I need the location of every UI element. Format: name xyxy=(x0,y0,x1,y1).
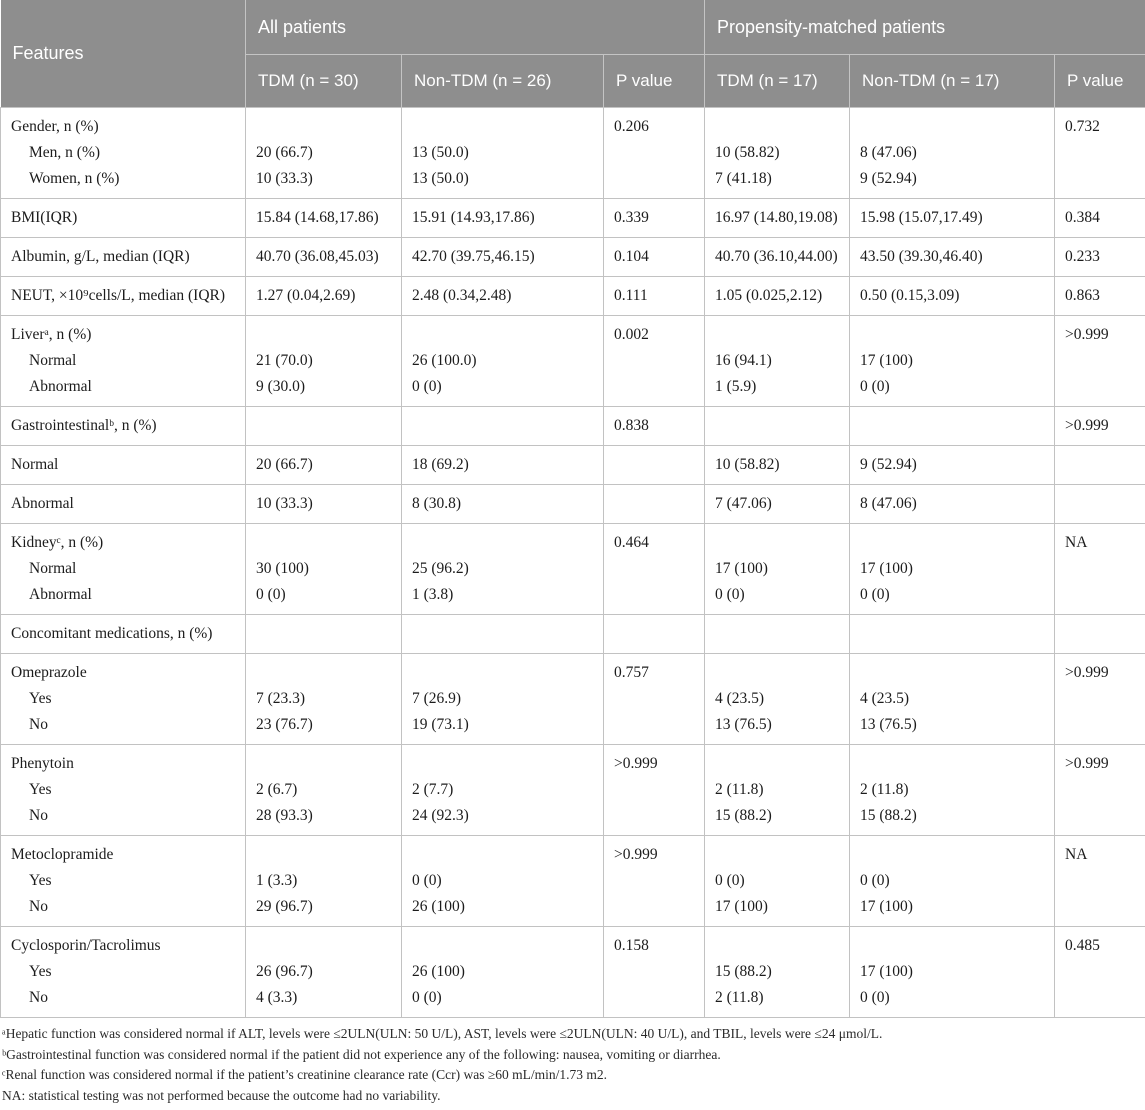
value-cell xyxy=(705,745,850,836)
cell-line: 26 (96.7) xyxy=(256,959,391,985)
cell-line: 7 (26.9) xyxy=(412,686,593,712)
header-group-all-patients: All patients xyxy=(246,0,705,55)
cell-line: No xyxy=(11,894,235,920)
cell-line: >0.999 xyxy=(614,751,694,777)
value-cell xyxy=(850,745,1055,836)
cell-line: 20 (66.7) xyxy=(256,140,391,166)
footnote-line: ᵇGastrointestinal function was considered normal if the patient did not experience any of the following: nausea, vomiting or diarrhea. xyxy=(2,1045,1143,1066)
cell-line: 20 (66.7) xyxy=(256,452,391,478)
value-cell xyxy=(246,277,402,316)
cell-line: 2 (11.8) xyxy=(715,777,839,803)
cell-line xyxy=(256,114,391,140)
cell-line xyxy=(256,660,391,686)
cell-line: 2 (7.7) xyxy=(412,777,593,803)
feature-cell xyxy=(1,927,246,1018)
value-cell xyxy=(246,108,402,199)
cell-line: Abnormal xyxy=(11,582,235,608)
value-cell xyxy=(850,446,1055,485)
cell-line: 42.70 (39.75,46.15) xyxy=(412,244,593,270)
cell-line: 15 (88.2) xyxy=(860,803,1044,829)
cell-line: Normal xyxy=(11,452,235,478)
cell-line: 24 (92.3) xyxy=(412,803,593,829)
cell-line xyxy=(715,933,839,959)
value-cell xyxy=(604,407,705,446)
value-cell xyxy=(1055,654,1145,745)
value-cell xyxy=(1055,108,1145,199)
table-row xyxy=(1,446,1145,485)
cell-line xyxy=(860,530,1044,556)
cell-line: Abnormal xyxy=(11,374,235,400)
cell-line: 1 (5.9) xyxy=(715,374,839,400)
cell-line: 0.384 xyxy=(1065,205,1135,231)
value-cell xyxy=(604,654,705,745)
cell-line: >0.999 xyxy=(1065,322,1135,348)
cell-line: 1.05 (0.025,2.12) xyxy=(715,283,839,309)
header-features: Features xyxy=(1,0,246,108)
table-row xyxy=(1,927,1145,1018)
cell-line: 0.233 xyxy=(1065,244,1135,270)
cell-line: 10 (33.3) xyxy=(256,491,391,517)
cell-line: 0.206 xyxy=(614,114,694,140)
table-row xyxy=(1,199,1145,238)
value-cell xyxy=(402,108,604,199)
cell-line: 0 (0) xyxy=(715,868,839,894)
cell-line: Abnormal xyxy=(11,491,235,517)
value-cell xyxy=(604,316,705,407)
value-cell xyxy=(705,316,850,407)
feature-cell xyxy=(1,524,246,615)
cell-line xyxy=(715,322,839,348)
cell-line xyxy=(256,933,391,959)
cell-line: Women, n (%) xyxy=(11,166,235,192)
value-cell xyxy=(705,277,850,316)
value-cell xyxy=(402,485,604,524)
cell-line: Yes xyxy=(11,868,235,894)
value-cell xyxy=(402,615,604,654)
cell-line xyxy=(715,842,839,868)
feature-cell xyxy=(1,199,246,238)
cell-line: 7 (41.18) xyxy=(715,166,839,192)
cell-line: 0.863 xyxy=(1065,283,1135,309)
header-col-tdm-all: TDM (n = 30) xyxy=(246,55,402,108)
cell-line: Normal xyxy=(11,348,235,374)
cell-line: 26 (100) xyxy=(412,959,593,985)
value-cell xyxy=(1055,407,1145,446)
cell-line: Concomitant medications, n (%) xyxy=(11,621,235,647)
cell-line: 7 (47.06) xyxy=(715,491,839,517)
cell-line xyxy=(860,322,1044,348)
cell-line xyxy=(412,933,593,959)
value-cell xyxy=(246,927,402,1018)
table-header xyxy=(1,0,1145,108)
cell-line: >0.999 xyxy=(614,842,694,868)
value-cell xyxy=(850,277,1055,316)
cell-line: 17 (100) xyxy=(860,894,1044,920)
cell-line xyxy=(412,530,593,556)
value-cell xyxy=(604,615,705,654)
cell-line: >0.999 xyxy=(1065,751,1135,777)
value-cell xyxy=(850,927,1055,1018)
cell-line: 2 (11.8) xyxy=(715,985,839,1011)
cell-line: 4 (23.5) xyxy=(860,686,1044,712)
cell-line: 0.485 xyxy=(1065,933,1135,959)
cell-line xyxy=(860,933,1044,959)
cell-line: 17 (100) xyxy=(860,348,1044,374)
cell-line: 16.97 (14.80,19.08) xyxy=(715,205,839,231)
value-cell xyxy=(402,654,604,745)
value-cell xyxy=(1055,485,1145,524)
cell-line: 10 (58.82) xyxy=(715,140,839,166)
value-cell xyxy=(402,316,604,407)
cell-line: 0 (0) xyxy=(256,582,391,608)
cell-line: 0 (0) xyxy=(715,582,839,608)
feature-cell xyxy=(1,485,246,524)
value-cell xyxy=(246,407,402,446)
value-cell xyxy=(246,316,402,407)
cell-line: BMI(IQR) xyxy=(11,205,235,231)
cell-line xyxy=(256,751,391,777)
feature-cell xyxy=(1,238,246,277)
feature-cell xyxy=(1,277,246,316)
value-cell xyxy=(850,654,1055,745)
cell-line: 9 (52.94) xyxy=(860,452,1044,478)
cell-line: NEUT, ×10⁹cells/L, median (IQR) xyxy=(11,283,235,309)
value-cell xyxy=(402,745,604,836)
cell-line: 2 (11.8) xyxy=(860,777,1044,803)
value-cell xyxy=(246,446,402,485)
feature-cell xyxy=(1,108,246,199)
value-cell xyxy=(604,524,705,615)
cell-line: 10 (58.82) xyxy=(715,452,839,478)
table-row xyxy=(1,316,1145,407)
footnote-line: ᶜRenal function was considered normal if the patient’s creatinine clearance rate (Ccr) was ≥60 mL/min/1.73 m2. xyxy=(2,1065,1143,1086)
cell-line: NA xyxy=(1065,530,1135,556)
table-row xyxy=(1,485,1145,524)
cell-line: 30 (100) xyxy=(256,556,391,582)
cell-line xyxy=(256,842,391,868)
value-cell xyxy=(850,199,1055,238)
cell-line: 17 (100) xyxy=(860,556,1044,582)
cell-line: 0 (0) xyxy=(860,985,1044,1011)
header-group-propensity-matched: Propensity-matched patients xyxy=(705,0,1145,55)
cell-line: No xyxy=(11,985,235,1011)
cell-line: 8 (47.06) xyxy=(860,140,1044,166)
cell-line: Men, n (%) xyxy=(11,140,235,166)
header-col-tdm-matched: TDM (n = 17) xyxy=(705,55,850,108)
value-cell xyxy=(402,524,604,615)
cell-line xyxy=(860,114,1044,140)
cell-line: 0 (0) xyxy=(860,868,1044,894)
value-cell xyxy=(1055,238,1145,277)
cell-line: Metoclopramide xyxy=(11,842,235,868)
cell-line: 0.838 xyxy=(614,413,694,439)
cell-line: No xyxy=(11,712,235,738)
value-cell xyxy=(1055,199,1145,238)
cell-line: 25 (96.2) xyxy=(412,556,593,582)
value-cell xyxy=(1055,615,1145,654)
cell-line: 0.339 xyxy=(614,205,694,231)
cell-line: 10 (33.3) xyxy=(256,166,391,192)
cell-line: 0 (0) xyxy=(412,985,593,1011)
value-cell xyxy=(604,199,705,238)
cell-line: >0.999 xyxy=(1065,660,1135,686)
cell-line: 9 (30.0) xyxy=(256,374,391,400)
cell-line xyxy=(860,842,1044,868)
cell-line: 19 (73.1) xyxy=(412,712,593,738)
cell-line: 0 (0) xyxy=(860,374,1044,400)
value-cell xyxy=(1055,277,1145,316)
feature-cell xyxy=(1,446,246,485)
cell-line xyxy=(715,530,839,556)
cell-line: 28 (93.3) xyxy=(256,803,391,829)
cell-line: NA xyxy=(1065,842,1135,868)
cell-line: 7 (23.3) xyxy=(256,686,391,712)
cell-line: 2.48 (0.34,2.48) xyxy=(412,283,593,309)
value-cell xyxy=(705,238,850,277)
cell-line: 0.158 xyxy=(614,933,694,959)
value-cell xyxy=(402,446,604,485)
cell-line: 17 (100) xyxy=(860,959,1044,985)
value-cell xyxy=(246,524,402,615)
cell-line: 21 (70.0) xyxy=(256,348,391,374)
cell-line: 23 (76.7) xyxy=(256,712,391,738)
cell-line xyxy=(256,322,391,348)
value-cell xyxy=(850,316,1055,407)
cell-line: 15.84 (14.68,17.86) xyxy=(256,205,391,231)
feature-cell xyxy=(1,615,246,654)
cell-line: Gastrointestinalᵇ, n (%) xyxy=(11,413,235,439)
cell-line: 15 (88.2) xyxy=(715,959,839,985)
value-cell xyxy=(705,524,850,615)
cell-line: >0.999 xyxy=(1065,413,1135,439)
cell-line xyxy=(860,751,1044,777)
table-row xyxy=(1,654,1145,745)
cell-line: 4 (3.3) xyxy=(256,985,391,1011)
cell-line: 0 (0) xyxy=(860,582,1044,608)
table-row xyxy=(1,277,1145,316)
value-cell xyxy=(604,485,705,524)
value-cell xyxy=(705,615,850,654)
table-row xyxy=(1,615,1145,654)
cell-line xyxy=(412,660,593,686)
value-cell xyxy=(705,108,850,199)
value-cell xyxy=(850,238,1055,277)
value-cell xyxy=(246,654,402,745)
value-cell xyxy=(604,277,705,316)
value-cell xyxy=(604,108,705,199)
cell-line: 8 (47.06) xyxy=(860,491,1044,517)
value-cell xyxy=(246,615,402,654)
value-cell xyxy=(705,654,850,745)
value-cell xyxy=(604,238,705,277)
cell-line: Omeprazole xyxy=(11,660,235,686)
cell-line: 15.98 (15.07,17.49) xyxy=(860,205,1044,231)
cell-line: Kidneyᶜ, n (%) xyxy=(11,530,235,556)
value-cell xyxy=(246,199,402,238)
cell-line: No xyxy=(11,803,235,829)
feature-cell xyxy=(1,745,246,836)
header-col-pvalue-matched: P value xyxy=(1055,55,1145,108)
value-cell xyxy=(850,108,1055,199)
cell-line: Gender, n (%) xyxy=(11,114,235,140)
feature-cell xyxy=(1,654,246,745)
feature-cell xyxy=(1,836,246,927)
table-body xyxy=(1,108,1145,1018)
value-cell xyxy=(705,407,850,446)
cell-line: 43.50 (39.30,46.40) xyxy=(860,244,1044,270)
table-row xyxy=(1,108,1145,199)
cell-line: 18 (69.2) xyxy=(412,452,593,478)
cell-line xyxy=(715,660,839,686)
cell-line: Albumin, g/L, median (IQR) xyxy=(11,244,235,270)
value-cell xyxy=(705,836,850,927)
cell-line: 15.91 (14.93,17.86) xyxy=(412,205,593,231)
cell-line: 40.70 (36.10,44.00) xyxy=(715,244,839,270)
value-cell xyxy=(402,199,604,238)
cell-line: 1 (3.8) xyxy=(412,582,593,608)
cell-line xyxy=(412,114,593,140)
header-col-pvalue-all: P value xyxy=(604,55,705,108)
cell-line: 13 (50.0) xyxy=(412,140,593,166)
table-row xyxy=(1,407,1145,446)
footnote-line: ᵃHepatic function was considered normal if ALT, levels were ≤2ULN(ULN: 50 U/L), AST, levels were ≤2ULN(ULN: 40 U/L), and TBIL, levels were ≤24 μmol/L. xyxy=(2,1024,1143,1045)
value-cell xyxy=(402,238,604,277)
cell-line: 26 (100) xyxy=(412,894,593,920)
cell-line: 0 (0) xyxy=(412,868,593,894)
value-cell xyxy=(604,836,705,927)
value-cell xyxy=(246,485,402,524)
cell-line xyxy=(412,842,593,868)
cell-line: Liverᵃ, n (%) xyxy=(11,322,235,348)
cell-line: 17 (100) xyxy=(715,894,839,920)
value-cell xyxy=(246,745,402,836)
value-cell xyxy=(1055,524,1145,615)
cell-line: 4 (23.5) xyxy=(715,686,839,712)
cell-line xyxy=(860,660,1044,686)
value-cell xyxy=(1055,927,1145,1018)
cell-line xyxy=(412,322,593,348)
table-row xyxy=(1,524,1145,615)
table-row xyxy=(1,238,1145,277)
cell-line: 0.50 (0.15,3.09) xyxy=(860,283,1044,309)
value-cell xyxy=(1055,446,1145,485)
cell-line: 9 (52.94) xyxy=(860,166,1044,192)
value-cell xyxy=(604,446,705,485)
cell-line: 0.002 xyxy=(614,322,694,348)
table-row xyxy=(1,745,1145,836)
footnotes xyxy=(0,1018,1145,1110)
cell-line: 40.70 (36.08,45.03) xyxy=(256,244,391,270)
cell-line: 1 (3.3) xyxy=(256,868,391,894)
cell-line: 0.104 xyxy=(614,244,694,270)
value-cell xyxy=(402,277,604,316)
cell-line: 26 (100.0) xyxy=(412,348,593,374)
cell-line: 17 (100) xyxy=(715,556,839,582)
value-cell xyxy=(246,836,402,927)
cell-line: 13 (76.5) xyxy=(715,712,839,738)
cell-line: 0.111 xyxy=(614,283,694,309)
value-cell xyxy=(705,485,850,524)
cell-line: 1.27 (0.04,2.69) xyxy=(256,283,391,309)
footnote-line: NA: statistical testing was not performed because the outcome had no variability. xyxy=(2,1086,1143,1107)
value-cell xyxy=(850,836,1055,927)
cell-line: 0.464 xyxy=(614,530,694,556)
value-cell xyxy=(402,407,604,446)
value-cell xyxy=(850,407,1055,446)
cell-line xyxy=(412,751,593,777)
header-group-row xyxy=(1,0,1145,55)
cell-line: Normal xyxy=(11,556,235,582)
value-cell xyxy=(402,927,604,1018)
cell-line: 29 (96.7) xyxy=(256,894,391,920)
cell-line: 13 (50.0) xyxy=(412,166,593,192)
cell-line: 16 (94.1) xyxy=(715,348,839,374)
cell-line: Yes xyxy=(11,959,235,985)
header-col-nontdm-all: Non-TDM (n = 26) xyxy=(402,55,604,108)
value-cell xyxy=(1055,836,1145,927)
cell-line: 13 (76.5) xyxy=(860,712,1044,738)
cell-line xyxy=(715,114,839,140)
value-cell xyxy=(604,927,705,1018)
cell-line: Yes xyxy=(11,777,235,803)
value-cell xyxy=(705,927,850,1018)
cell-line: 0.757 xyxy=(614,660,694,686)
cell-line: 0 (0) xyxy=(412,374,593,400)
header-col-nontdm-matched: Non-TDM (n = 17) xyxy=(850,55,1055,108)
cell-line: Cyclosporin/Tacrolimus xyxy=(11,933,235,959)
cell-line xyxy=(256,530,391,556)
value-cell xyxy=(1055,316,1145,407)
value-cell xyxy=(246,238,402,277)
cell-line: 0.732 xyxy=(1065,114,1135,140)
value-cell xyxy=(1055,745,1145,836)
feature-cell xyxy=(1,407,246,446)
table-row xyxy=(1,836,1145,927)
cell-line xyxy=(715,751,839,777)
cell-line: Yes xyxy=(11,686,235,712)
value-cell xyxy=(850,485,1055,524)
value-cell xyxy=(705,199,850,238)
cell-line: 2 (6.7) xyxy=(256,777,391,803)
cell-line: Phenytoin xyxy=(11,751,235,777)
cell-line: 15 (88.2) xyxy=(715,803,839,829)
value-cell xyxy=(402,836,604,927)
value-cell xyxy=(850,615,1055,654)
value-cell xyxy=(705,446,850,485)
feature-cell xyxy=(1,316,246,407)
value-cell xyxy=(604,745,705,836)
value-cell xyxy=(850,524,1055,615)
cell-line: 8 (30.8) xyxy=(412,491,593,517)
